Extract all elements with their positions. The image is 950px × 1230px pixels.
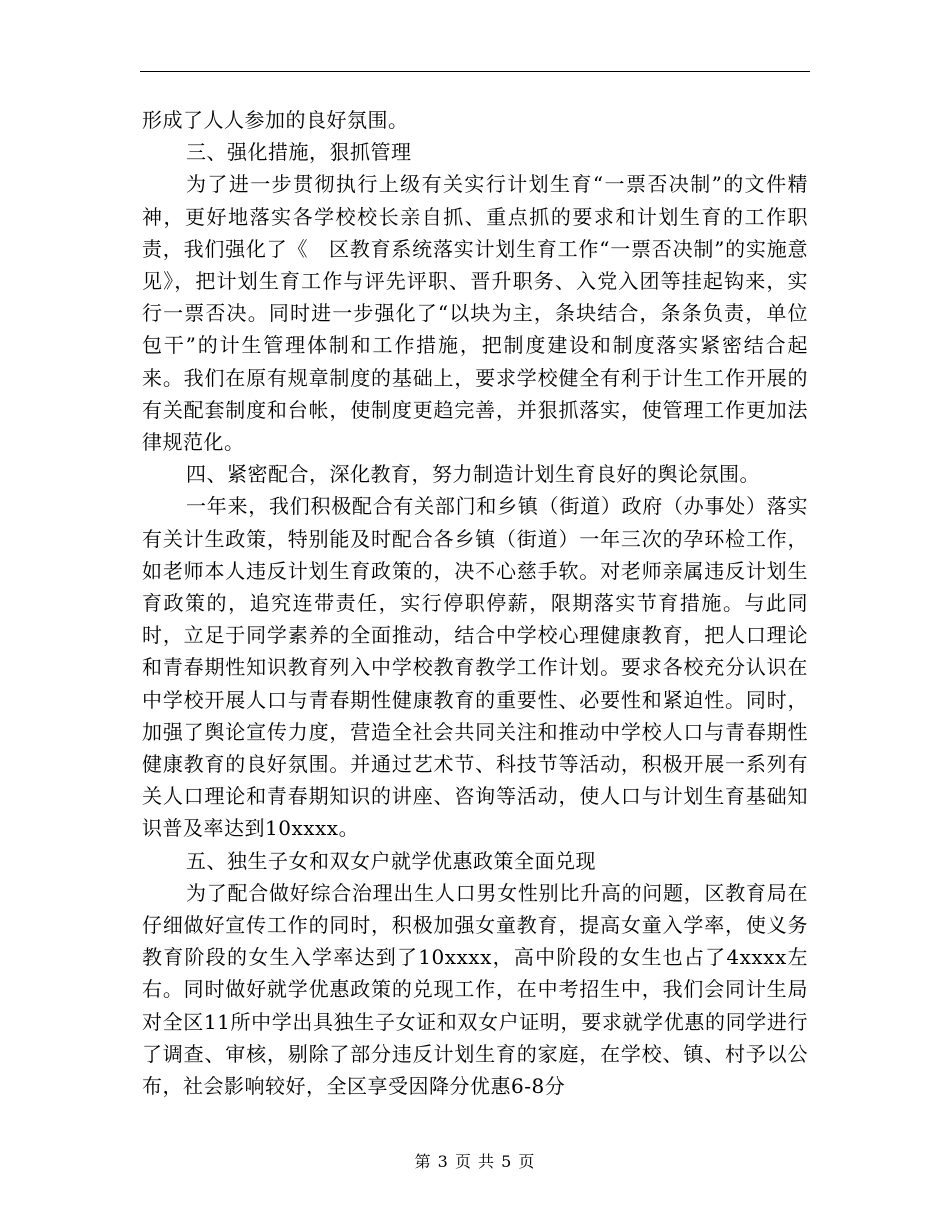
paragraph-cooperation: 一年来，我们积极配合有关部门和乡镇（街道）政府（办事处）落实有关计生政策，特别能及时配合各乡镇（街道）一年三次的孕环检工作，如老师本人违反计划生育政策的，决不心慈手软。对老师亲属违反计划生育政策的，追究连带责任，实行停职停薪，限期落实节育措施。与此同时，立足于同学素养的全面推动，结合中学校心理健康教育，把人口理论和青春期性知识教育列入中学校教育教学工作计划。要求各校充分认识在中学校开展人口与青春期性健康教育的重要性、必要性和紧迫性。同时，加强了舆论宣传力度，营造全社会共同关注和推动中学校人口与青春期性健康教育的良好氛围。并通过艺术节、科技节等活动，积极开展一系列有关人口理论和青春期知识的讲座、咨询等活动，使人口与计划生育基础知识普及率达到10xxxx。 (142, 494, 808, 841)
document-body (142, 104, 808, 1102)
header-rule (140, 71, 810, 72)
section-heading-4: 四、紧密配合，深化教育，努力制造计划生育良好的舆论氛围。 (186, 462, 760, 487)
paragraph-continuation: 形成了人人参加的良好氛围。 (142, 108, 409, 132)
page-number-footer: 第 3 页 共 5 页 (414, 1152, 536, 1171)
paragraph-measures: 为了进一步贯彻执行上级有关实行计划生育“一票否决制”的文件精神，更好地落实各学校校长亲自抓、重点抓的要求和计划生育的工作职责，我们强化了《 区教育系统落实计划生育工作“一票否决制”的实施意见》，把计划生育工作与评先评职、晋升职务、入党入团等挂起钩来，实行一票否决。同时进一步强化了“以块为主，条块结合，条条负责，单位包干”的计生管理体制和工作措施，把制度建设和制度落实紧密结合起来。我们在原有规章制度的基础上，要求学校健全有利于计生工作开展的有关配套制度和台帐，使制度更趋完善，并狠抓落实，使管理工作更加法律规范化。 (142, 172, 808, 455)
section-heading-5: 五、独生子女和双女户就学优惠政策全面兑现 (186, 848, 596, 873)
paragraph-policy: 为了配合做好综合治理出生人口男女性别比升高的问题，区教育局在仔细做好宣传工作的同时，积极加强女童教育，提高女童入学率，使义务教育阶段的女生入学率达到了10xxxx，高中阶段的女生也占了4xxxx左右。同时做好就学优惠政策的兑现工作，在中考招生中，我们会同计生局对全区11所中学出具独生子女证和双女户证明，要求就学优惠的同学进行了调查、审核，剔除了部分违反计划生育的家庭，在学校、镇、村予以公布，社会影响较好，全区享受因降分优惠6-8分 (142, 880, 808, 1099)
section-heading-3: 三、强化措施，狠抓管理 (186, 140, 412, 165)
